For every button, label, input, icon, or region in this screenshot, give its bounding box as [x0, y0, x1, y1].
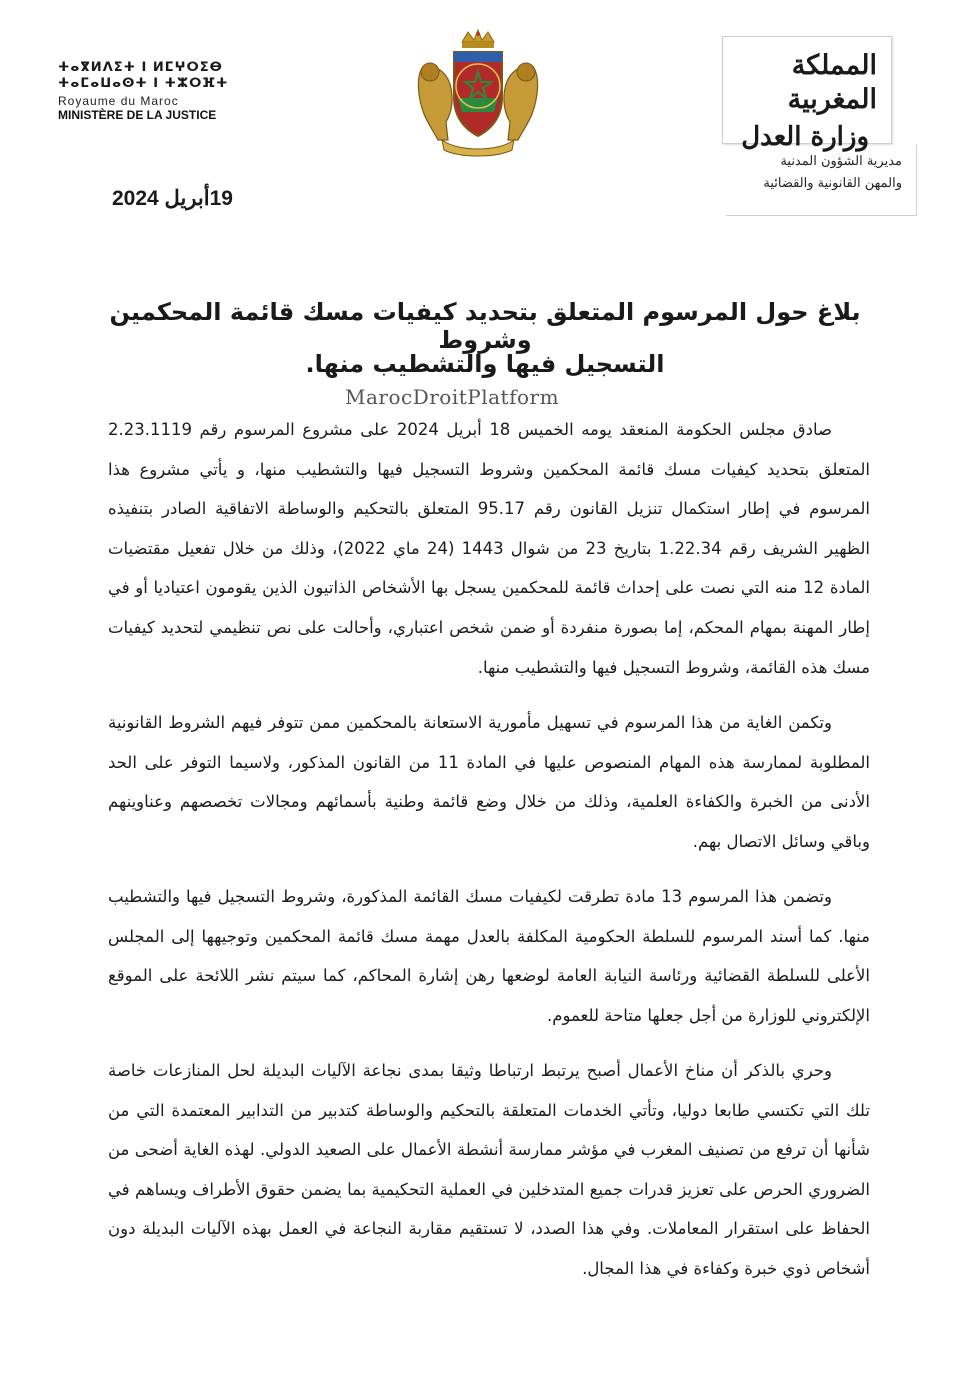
- ministry-header-fr: [58, 60, 228, 122]
- royaume-label: Royaume du Maroc: [58, 94, 179, 108]
- ministere-label: MINISTÈRE DE LA JUSTICE: [58, 108, 217, 122]
- directorate-stamp: [726, 145, 917, 216]
- tifinagh-line-1: ⵜⴰⴳⵍⴷⵉⵜ ⵏ ⵍⵎⵖⵔⵉⴱ: [58, 60, 223, 75]
- paragraph-3-text: وتضمن هذا المرسوم 13 مادة تطرقت لكيفيات مسك القائمة المذكورة، وشروط التسجيل فيها والتشطيب منها. كما أسند المرسوم للسلطة الحكومية المكلفة بالعدل مهمة مسك قائمة المحكمين وتوجيهها إلى المجلس الأعلى للسلطة القضائية ورئاسة النيابة العامة لوضعها رهن إشارة المحاكم، كما سيتم نشر اللائحة على الموقع الإلكتروني للوزارة من أجل جعلها متاحة للعموم.: [108, 887, 870, 1025]
- coat-of-arms-icon: [408, 28, 548, 158]
- ministry-header-ar: [722, 36, 892, 152]
- directorate-line-2: والمهن القانونية والقضائية: [763, 176, 902, 191]
- paragraph-2-text: وتكمن الغاية من هذا المرسوم في تسهيل مأمورية الاستعانة بالمحكمين ممن تتوفر فيهم الشروط القانونية المطلوبة لممارسة هذه المهام المنصوص عليها في المادة 11 من القانون المذكور، ولاسيما التوفر على الحد الأدنى من الخبرة والكفاءة العلمية، وذلك من خلال وضع قائمة وطنية بأسمائهم ومجالات تخصصهم وعناوينهم وباقي وسائل الاتصال بهم.: [108, 713, 870, 851]
- paragraph-4-text: وحري بالذكر أن مناخ الأعمال أصبح يرتبط ارتباطا وثيقا بمدى نجاعة الآليات البديلة لحل المنازعات خاصة تلك التي تكتسي طابعا دوليا، وتأتي الخدمات المتعلقة بالتحكيم والوساطة كتدبير من التدابير المعتمدة التي من شأنها أن ترفع من تصنيف المغرب في مؤشر ممارسة أنشطة الأعمال على الصعيد الدولي. لهذه الغاية أضحى من الضروري الحرص على تعزيز قدرات جميع المتدخلين في العملية التحكيمية بما يضمن حقوق الأطراف ويساهم في الحفاظ على استقرار المعاملات. وفي هذا الصدد، لا تستقيم مقاربة النجاعة في العمل بهذه الآليات البديلة دون أشخاص ذوي خبرة وكفاءة في هذا المجال.: [108, 1061, 870, 1278]
- tifinagh-line-2: ⵜⴰⵎⴰⵡⴰⵙⵜ ⵏ ⵜⵣⵔⴼⵜ: [58, 76, 229, 91]
- kingdom-title-ar: المملكة المغربية: [787, 50, 877, 115]
- paragraph-3: [108, 877, 870, 1035]
- document-title-line-1: بلاغ حول المرسوم المتعلق بتحديد كيفيات مسك قائمة المحكمين وشروط: [109, 298, 861, 354]
- paragraph-1-text: صادق مجلس الحكومة المنعقد يومه الخميس 18 أبريل 2024 على مشروع المرسوم رقم 2.23.1119 المتعلق بتحديد كيفيات مسك قائمة المحكمين وشروط التسجيل فيها والتشطيب منها، و يأتي مشروع هذا المرسوم في إطار استكمال تنزيل القانون رقم 95.17 المتعلق بالتحكيم والوساطة الاتفاقية الصادر بتنفيذه الظهير الشريف رقم 1.22.34 بتاريخ 23 من شوال 1443 (24 ماي 2022)، وذلك من خلال تفعيل مقتضيات المادة 12 منه التي نصت على إحداث قائمة للمحكمين يسجل بها الأشخاص الذاتيون الذين يقومون اعتياديا أو في إطار المهنة بمهام المحكم، إما بصورة منفردة أو ضمن شخص اعتباري، وأحالت على نص تنظيمي لتحديد كيفيات مسك هذه القائمة، وشروط التسجيل فيها والتشطيب منها.: [108, 420, 871, 677]
- document-date: 19أبريل 2024: [112, 187, 233, 210]
- directorate-line-1: مديرية الشؤون المدنية: [780, 154, 902, 169]
- paragraph-2: [108, 703, 870, 861]
- ministry-title-ar: وزارة العدل: [741, 122, 869, 152]
- watermark: MarocDroitPlatform: [345, 385, 560, 409]
- paragraph-1: [108, 410, 870, 687]
- document-title-line-2: التسجيل فيها والتشطيب منها.: [305, 350, 665, 378]
- paragraph-4: [108, 1051, 870, 1289]
